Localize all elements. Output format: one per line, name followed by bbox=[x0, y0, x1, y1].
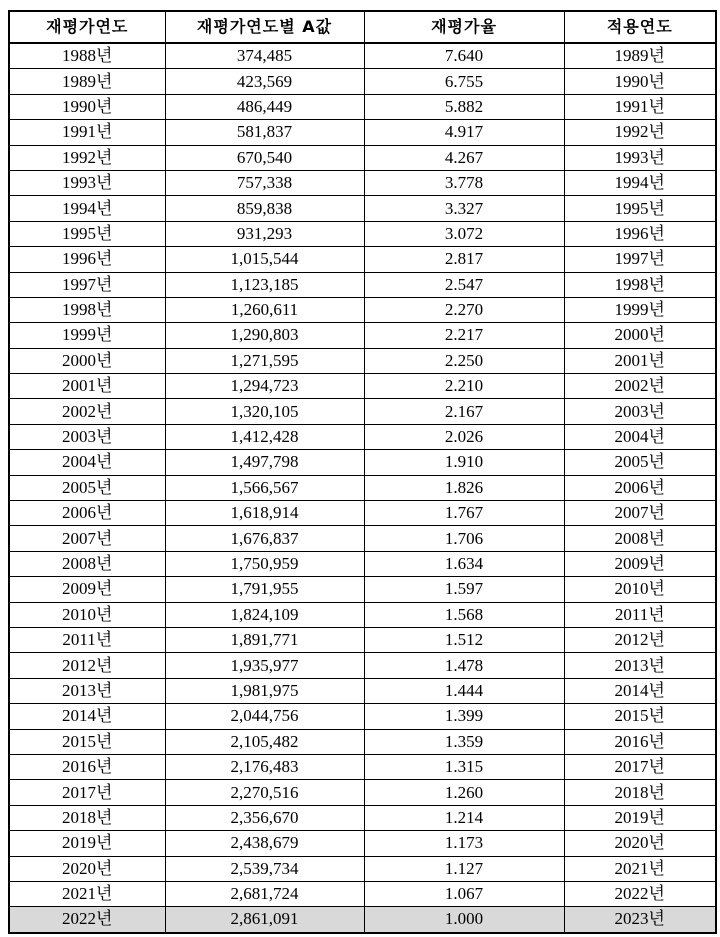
cell-a-value: 2,539,734 bbox=[165, 856, 364, 881]
cell-revaluation-year: 1988년 bbox=[9, 43, 165, 69]
table-row bbox=[9, 399, 716, 424]
cell-applied-year: 2020년 bbox=[564, 831, 716, 856]
cell-a-value: 486,449 bbox=[165, 94, 364, 119]
cell-applied-year: 2004년 bbox=[564, 424, 716, 449]
cell-revaluation-rate: 1.512 bbox=[364, 627, 564, 652]
table-row bbox=[9, 881, 716, 906]
cell-revaluation-rate: 3.327 bbox=[364, 196, 564, 221]
cell-revaluation-rate: 1.478 bbox=[364, 653, 564, 678]
cell-a-value: 1,566,567 bbox=[165, 475, 364, 500]
cell-revaluation-rate: 7.640 bbox=[364, 43, 564, 69]
table-body bbox=[9, 43, 716, 933]
cell-revaluation-rate: 2.217 bbox=[364, 323, 564, 348]
cell-a-value: 1,935,977 bbox=[165, 653, 364, 678]
cell-revaluation-rate: 2.270 bbox=[364, 297, 564, 322]
table-row bbox=[9, 272, 716, 297]
table-row bbox=[9, 69, 716, 94]
cell-applied-year: 2006년 bbox=[564, 475, 716, 500]
cell-applied-year: 2008년 bbox=[564, 526, 716, 551]
cell-revaluation-rate: 3.778 bbox=[364, 170, 564, 195]
cell-revaluation-rate: 1.260 bbox=[364, 780, 564, 805]
cell-applied-year: 2003년 bbox=[564, 399, 716, 424]
cell-a-value: 1,676,837 bbox=[165, 526, 364, 551]
cell-revaluation-rate: 1.173 bbox=[364, 831, 564, 856]
table-row bbox=[9, 94, 716, 119]
header-revaluation-year: 재평가연도 bbox=[9, 11, 165, 43]
cell-revaluation-year: 2019년 bbox=[9, 831, 165, 856]
table-row bbox=[9, 247, 716, 272]
cell-revaluation-rate: 3.072 bbox=[364, 221, 564, 246]
cell-a-value: 2,356,670 bbox=[165, 805, 364, 830]
cell-applied-year: 2010년 bbox=[564, 577, 716, 602]
table-row bbox=[9, 196, 716, 221]
cell-a-value: 1,750,959 bbox=[165, 551, 364, 576]
cell-revaluation-rate: 1.000 bbox=[364, 907, 564, 933]
cell-a-value: 2,176,483 bbox=[165, 754, 364, 779]
cell-applied-year: 1990년 bbox=[564, 69, 716, 94]
cell-a-value: 2,044,756 bbox=[165, 704, 364, 729]
cell-revaluation-rate: 1.767 bbox=[364, 501, 564, 526]
table-row bbox=[9, 43, 716, 69]
cell-revaluation-rate: 1.910 bbox=[364, 450, 564, 475]
cell-a-value: 859,838 bbox=[165, 196, 364, 221]
cell-revaluation-rate: 1.826 bbox=[364, 475, 564, 500]
cell-a-value: 670,540 bbox=[165, 145, 364, 170]
table-row bbox=[9, 424, 716, 449]
cell-revaluation-year: 1997년 bbox=[9, 272, 165, 297]
header-a-value: 재평가연도별 A값 bbox=[165, 11, 364, 43]
cell-a-value: 1,791,955 bbox=[165, 577, 364, 602]
cell-a-value: 2,681,724 bbox=[165, 881, 364, 906]
cell-a-value: 931,293 bbox=[165, 221, 364, 246]
table-row bbox=[9, 170, 716, 195]
cell-revaluation-rate: 1.127 bbox=[364, 856, 564, 881]
cell-revaluation-year: 2020년 bbox=[9, 856, 165, 881]
cell-applied-year: 2000년 bbox=[564, 323, 716, 348]
table-row bbox=[9, 323, 716, 348]
table-row bbox=[9, 120, 716, 145]
cell-revaluation-year: 1996년 bbox=[9, 247, 165, 272]
table-row bbox=[9, 551, 716, 576]
cell-revaluation-year: 2012년 bbox=[9, 653, 165, 678]
table-row bbox=[9, 780, 716, 805]
cell-revaluation-year: 1992년 bbox=[9, 145, 165, 170]
cell-revaluation-year: 2021년 bbox=[9, 881, 165, 906]
cell-applied-year: 2009년 bbox=[564, 551, 716, 576]
revaluation-table bbox=[8, 10, 717, 934]
cell-revaluation-year: 1991년 bbox=[9, 120, 165, 145]
cell-revaluation-year: 2016년 bbox=[9, 754, 165, 779]
cell-applied-year: 1995년 bbox=[564, 196, 716, 221]
cell-revaluation-rate: 2.167 bbox=[364, 399, 564, 424]
cell-applied-year: 2012년 bbox=[564, 627, 716, 652]
cell-revaluation-year: 2004년 bbox=[9, 450, 165, 475]
table-row bbox=[9, 627, 716, 652]
cell-revaluation-rate: 2.817 bbox=[364, 247, 564, 272]
table-row bbox=[9, 729, 716, 754]
cell-revaluation-rate: 2.026 bbox=[364, 424, 564, 449]
cell-applied-year: 1993년 bbox=[564, 145, 716, 170]
cell-applied-year: 2013년 bbox=[564, 653, 716, 678]
cell-revaluation-year: 1999년 bbox=[9, 323, 165, 348]
cell-revaluation-year: 2002년 bbox=[9, 399, 165, 424]
table-row bbox=[9, 297, 716, 322]
cell-revaluation-year: 2022년 bbox=[9, 907, 165, 933]
cell-revaluation-year: 2015년 bbox=[9, 729, 165, 754]
cell-applied-year: 2007년 bbox=[564, 501, 716, 526]
cell-applied-year: 2005년 bbox=[564, 450, 716, 475]
cell-revaluation-rate: 1.359 bbox=[364, 729, 564, 754]
table-row bbox=[9, 754, 716, 779]
cell-a-value: 1,015,544 bbox=[165, 247, 364, 272]
table-row bbox=[9, 577, 716, 602]
cell-revaluation-rate: 2.210 bbox=[364, 374, 564, 399]
cell-a-value: 1,290,803 bbox=[165, 323, 364, 348]
cell-revaluation-rate: 1.315 bbox=[364, 754, 564, 779]
cell-a-value: 757,338 bbox=[165, 170, 364, 195]
cell-revaluation-year: 2006년 bbox=[9, 501, 165, 526]
cell-revaluation-year: 2005년 bbox=[9, 475, 165, 500]
cell-revaluation-year: 2013년 bbox=[9, 678, 165, 703]
cell-a-value: 2,438,679 bbox=[165, 831, 364, 856]
cell-applied-year: 2017년 bbox=[564, 754, 716, 779]
cell-a-value: 1,981,975 bbox=[165, 678, 364, 703]
cell-applied-year: 2002년 bbox=[564, 374, 716, 399]
cell-applied-year: 1997년 bbox=[564, 247, 716, 272]
cell-revaluation-rate: 1.706 bbox=[364, 526, 564, 551]
cell-revaluation-year: 1990년 bbox=[9, 94, 165, 119]
cell-a-value: 2,270,516 bbox=[165, 780, 364, 805]
cell-a-value: 1,891,771 bbox=[165, 627, 364, 652]
table-row bbox=[9, 678, 716, 703]
cell-revaluation-year: 2009년 bbox=[9, 577, 165, 602]
cell-revaluation-rate: 1.568 bbox=[364, 602, 564, 627]
cell-applied-year: 1992년 bbox=[564, 120, 716, 145]
cell-applied-year: 2019년 bbox=[564, 805, 716, 830]
cell-a-value: 581,837 bbox=[165, 120, 364, 145]
cell-revaluation-year: 2001년 bbox=[9, 374, 165, 399]
table-row bbox=[9, 501, 716, 526]
cell-revaluation-year: 2007년 bbox=[9, 526, 165, 551]
cell-revaluation-year: 2014년 bbox=[9, 704, 165, 729]
cell-applied-year: 1994년 bbox=[564, 170, 716, 195]
cell-revaluation-rate: 1.634 bbox=[364, 551, 564, 576]
cell-a-value: 2,105,482 bbox=[165, 729, 364, 754]
cell-applied-year: 2018년 bbox=[564, 780, 716, 805]
cell-revaluation-rate: 2.547 bbox=[364, 272, 564, 297]
cell-a-value: 374,485 bbox=[165, 43, 364, 69]
cell-revaluation-rate: 6.755 bbox=[364, 69, 564, 94]
cell-a-value: 1,271,595 bbox=[165, 348, 364, 373]
cell-applied-year: 2023년 bbox=[564, 907, 716, 933]
cell-revaluation-year: 1993년 bbox=[9, 170, 165, 195]
cell-a-value: 1,260,611 bbox=[165, 297, 364, 322]
header-revaluation-rate: 재평가율 bbox=[364, 11, 564, 43]
cell-applied-year: 2011년 bbox=[564, 602, 716, 627]
cell-a-value: 1,618,914 bbox=[165, 501, 364, 526]
table-row bbox=[9, 907, 716, 933]
cell-applied-year: 1998년 bbox=[564, 272, 716, 297]
cell-applied-year: 2014년 bbox=[564, 678, 716, 703]
cell-a-value: 1,320,105 bbox=[165, 399, 364, 424]
table-row bbox=[9, 221, 716, 246]
table-row bbox=[9, 526, 716, 551]
cell-applied-year: 1999년 bbox=[564, 297, 716, 322]
cell-revaluation-year: 2010년 bbox=[9, 602, 165, 627]
cell-revaluation-year: 2018년 bbox=[9, 805, 165, 830]
cell-revaluation-year: 2008년 bbox=[9, 551, 165, 576]
cell-applied-year: 1996년 bbox=[564, 221, 716, 246]
cell-applied-year: 2021년 bbox=[564, 856, 716, 881]
cell-a-value: 1,412,428 bbox=[165, 424, 364, 449]
cell-applied-year: 1991년 bbox=[564, 94, 716, 119]
cell-a-value: 1,294,723 bbox=[165, 374, 364, 399]
table-row bbox=[9, 704, 716, 729]
table-header bbox=[9, 11, 716, 43]
cell-revaluation-rate: 1.399 bbox=[364, 704, 564, 729]
cell-revaluation-rate: 1.444 bbox=[364, 678, 564, 703]
cell-revaluation-rate: 1.067 bbox=[364, 881, 564, 906]
table-row bbox=[9, 348, 716, 373]
table-row bbox=[9, 602, 716, 627]
cell-applied-year: 2001년 bbox=[564, 348, 716, 373]
table-row bbox=[9, 475, 716, 500]
cell-revaluation-rate: 4.917 bbox=[364, 120, 564, 145]
table-row bbox=[9, 374, 716, 399]
cell-a-value: 1,123,185 bbox=[165, 272, 364, 297]
cell-applied-year: 2022년 bbox=[564, 881, 716, 906]
cell-revaluation-rate: 4.267 bbox=[364, 145, 564, 170]
cell-revaluation-year: 1998년 bbox=[9, 297, 165, 322]
cell-a-value: 1,497,798 bbox=[165, 450, 364, 475]
cell-revaluation-year: 1995년 bbox=[9, 221, 165, 246]
table-row bbox=[9, 450, 716, 475]
cell-revaluation-year: 2003년 bbox=[9, 424, 165, 449]
cell-revaluation-year: 1989년 bbox=[9, 69, 165, 94]
cell-revaluation-year: 1994년 bbox=[9, 196, 165, 221]
cell-a-value: 1,824,109 bbox=[165, 602, 364, 627]
cell-revaluation-rate: 1.597 bbox=[364, 577, 564, 602]
cell-applied-year: 1989년 bbox=[564, 43, 716, 69]
table-row bbox=[9, 856, 716, 881]
table-row bbox=[9, 805, 716, 830]
table-row bbox=[9, 831, 716, 856]
cell-revaluation-year: 2011년 bbox=[9, 627, 165, 652]
cell-applied-year: 2015년 bbox=[564, 704, 716, 729]
cell-revaluation-rate: 2.250 bbox=[364, 348, 564, 373]
cell-revaluation-rate: 1.214 bbox=[364, 805, 564, 830]
header-row bbox=[9, 11, 716, 43]
cell-revaluation-rate: 5.882 bbox=[364, 94, 564, 119]
header-applied-year: 적용연도 bbox=[564, 11, 716, 43]
table-row bbox=[9, 145, 716, 170]
cell-revaluation-year: 2017년 bbox=[9, 780, 165, 805]
cell-revaluation-year: 2000년 bbox=[9, 348, 165, 373]
cell-a-value: 423,569 bbox=[165, 69, 364, 94]
cell-a-value: 2,861,091 bbox=[165, 907, 364, 933]
table-row bbox=[9, 653, 716, 678]
cell-applied-year: 2016년 bbox=[564, 729, 716, 754]
